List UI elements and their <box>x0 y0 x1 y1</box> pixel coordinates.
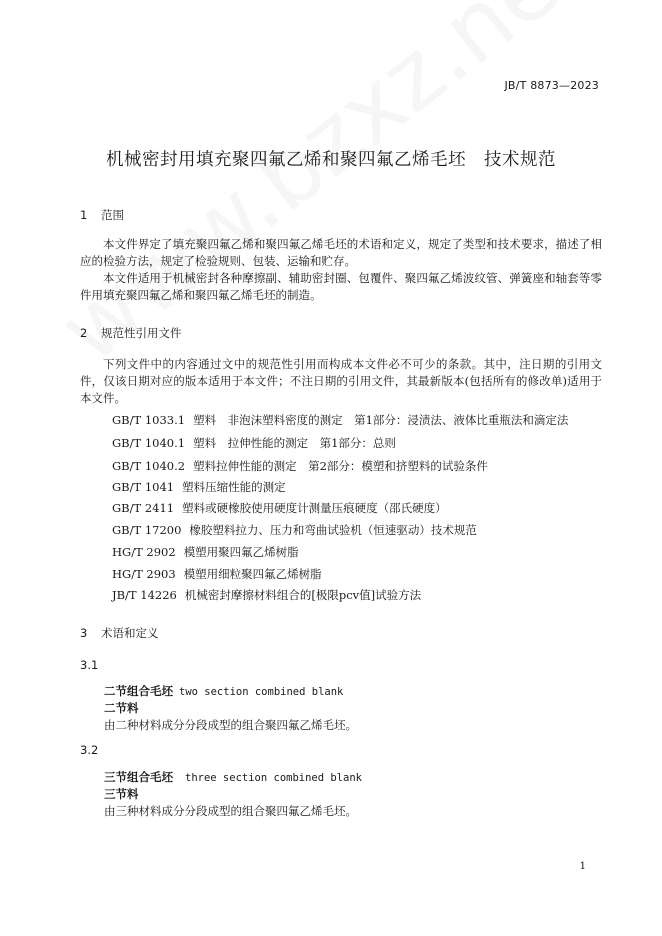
section-heading-1 <box>80 207 124 223</box>
term-english: two section combined blank <box>179 686 344 698</box>
reference-title: 塑料 非泡沫塑料密度的测定 第1部分：浸渍法、液体比重瓶法和滴定法 <box>193 413 569 427</box>
section-heading-3 <box>80 625 159 641</box>
reference-item <box>112 479 286 495</box>
reference-title: 塑料或硬橡胶使用硬度计测量压痕硬度（邵氏硬度） <box>182 501 447 515</box>
reference-title: 塑料拉伸性能的测定 第2部分：模塑和挤塑料的试验条件 <box>193 459 488 473</box>
section-number: 2 <box>80 326 88 340</box>
reference-code: GB/T 2411 <box>112 501 175 515</box>
reference-code: HG/T 2902 <box>112 545 176 559</box>
term-heading <box>104 683 343 699</box>
reference-title: 模塑用细粒聚四氟乙烯树脂 <box>183 567 322 581</box>
page-number: 1 <box>579 861 586 872</box>
term-chinese: 二节组合毛坯 <box>104 684 173 698</box>
term-heading <box>104 769 362 785</box>
reference-item <box>112 458 488 474</box>
reference-item <box>112 544 299 560</box>
reference-item <box>112 412 568 428</box>
references-intro: 下列文件中的内容通过文中的规范性引用而构成本文件必不可少的条款。其中，注日期的引用文件，仅该日期对应的版本适用于本文件；不注日期的引用文件，其最新版本(包括所有的修改单)适用于本文件。 <box>80 357 602 405</box>
reference-title: 机械密封摩擦材料组合的[极限pcv值]试验方法 <box>184 588 422 602</box>
reference-code: GB/T 1041 <box>112 480 175 494</box>
term-alternative: 三节料 <box>104 787 139 801</box>
reference-code: GB/T 1033.1 <box>112 413 186 427</box>
reference-code: JB/T 14226 <box>112 588 177 602</box>
reference-item <box>112 587 421 603</box>
reference-code: GB/T 17200 <box>112 523 182 537</box>
reference-title: 塑料压缩性能的测定 <box>182 480 286 494</box>
reference-item <box>112 566 322 582</box>
scope-paragraph-1: 本文件界定了填充聚四氟乙烯和聚四氟乙烯毛坯的术语和定义，规定了类型和技术要求，描述了相应的检验方法，规定了检验规则、包装、运输和贮存。 <box>80 237 602 268</box>
section-title: 范围 <box>101 208 124 222</box>
term-alternative: 二节料 <box>104 701 139 715</box>
reference-item <box>112 500 447 516</box>
section-number: 3 <box>80 626 88 640</box>
term-number: 3.1 <box>80 658 99 672</box>
section-heading-2 <box>80 325 182 341</box>
reference-title: 塑料 拉伸性能的测定 第1部分：总则 <box>193 436 396 450</box>
term-definition: 由二种材料成分分段成型的组合聚四氟乙烯毛坯。 <box>104 718 357 732</box>
reference-code: HG/T 2903 <box>112 567 176 581</box>
section-title: 规范性引用文件 <box>101 326 182 340</box>
term-number: 3.2 <box>80 743 99 757</box>
term-english: three section combined blank <box>185 772 363 784</box>
scope-paragraph-2: 本文件适用于机械密封各种摩擦副、辅助密封圈、包覆件、聚四氟乙烯波纹管、弹簧座和轴套等零件用填充聚四氟乙烯和聚四氟乙烯毛坯的制造。 <box>80 271 602 302</box>
page-title: 机械密封用填充聚四氟乙烯和聚四氟乙烯毛坯 技术规范 <box>106 150 556 170</box>
reference-code: GB/T 1040.2 <box>112 459 186 473</box>
document-code: JB/T 8873—2023 <box>504 79 599 92</box>
reference-title: 模塑用聚四氟乙烯树脂 <box>183 545 299 559</box>
term-definition: 由三种材料成分分段成型的组合聚四氟乙烯毛坯。 <box>104 804 357 818</box>
section-title: 术语和定义 <box>101 626 159 640</box>
term-chinese: 三节组合毛坯 <box>104 770 173 784</box>
reference-title: 橡胶塑料拉力、压力和弯曲试验机（恒速驱动）技术规范 <box>189 523 477 537</box>
reference-code: GB/T 1040.1 <box>112 436 186 450</box>
reference-item <box>112 522 477 538</box>
section-number: 1 <box>80 208 88 222</box>
reference-item <box>112 435 396 451</box>
